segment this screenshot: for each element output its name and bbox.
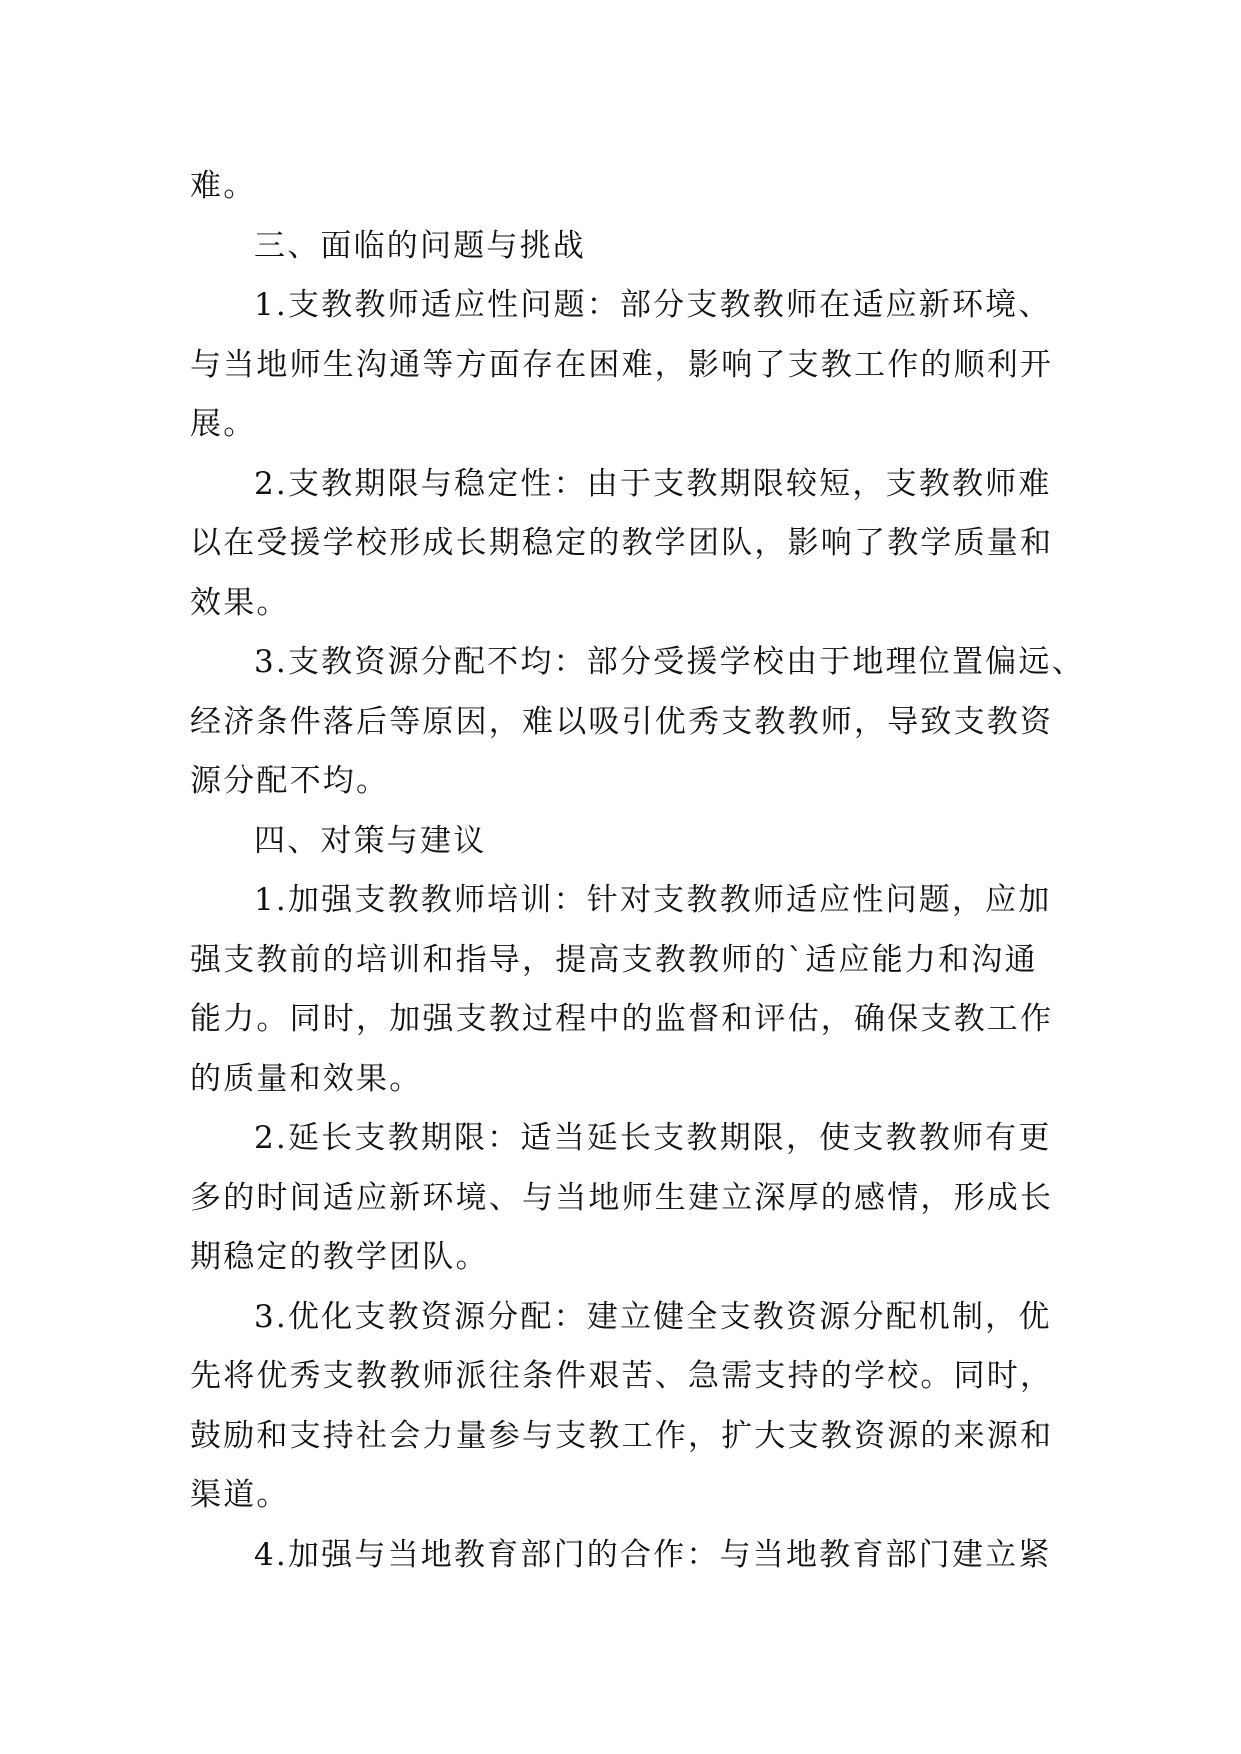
text-line: 4.加强与当地教育部门的合作：与当地教育部门建立紧: [254, 1536, 1052, 1573]
text-line: 强支教前的培训和指导，提高支教教师的`适应能力和沟通: [190, 941, 1038, 978]
text-line: 展。: [190, 406, 257, 442]
text-line: 多的时间适应新环境、与当地师生建立深厚的感情，形成长: [190, 1179, 1054, 1216]
text-line: 3.优化支教资源分配：建立健全支教资源分配机制，优: [254, 1298, 1052, 1335]
text-line: 源分配不均。: [190, 763, 390, 799]
document-body: [190, 157, 1085, 1585]
text-line: 鼓励和支持社会力量参与支教工作，扩大支教资源的来源和: [190, 1417, 1054, 1454]
text-line: 的质量和效果。: [190, 1060, 423, 1097]
text-line: 2.支教期限与稳定性：由于支教期限较短，支教教师难: [254, 465, 1052, 502]
text-line: 2.延长支教期限：适当延长支教期限，使支教教师有更: [254, 1120, 1052, 1156]
section-heading-problems: 三、面临的问题与挑战: [254, 227, 586, 264]
text-line: 先将优秀支教教师派往条件艰苦、急需支持的学校。同时，: [190, 1358, 1054, 1394]
text-line: 1.支教教师适应性问题：部分支教教师在适应新环境、: [254, 287, 1052, 323]
text-line: 与当地师生沟通等方面存在困难，影响了支教工作的顺利开: [190, 346, 1054, 383]
section-heading-suggestions: 四、对策与建议: [254, 822, 487, 859]
text-line: 以在受援学校形成长期稳定的教学团队，影响了教学质量和: [190, 525, 1054, 561]
text-line: 3.支教资源分配不均：部分受援学校由于地理位置偏远、: [254, 644, 1085, 680]
text-line: 期稳定的教学团队。: [190, 1239, 489, 1275]
text-line: 效果。: [190, 584, 290, 621]
text-line: 难。: [190, 168, 257, 204]
text-line: 经济条件落后等原因，难以吸引优秀支教教师，导致支教资: [190, 703, 1054, 740]
text-line: 1.加强支教教师培训：针对支教教师适应性问题，应加: [254, 882, 1052, 918]
text-line: 能力。同时，加强支教过程中的监督和评估，确保支教工作: [190, 1001, 1054, 1037]
text-line: 渠道。: [190, 1477, 290, 1513]
